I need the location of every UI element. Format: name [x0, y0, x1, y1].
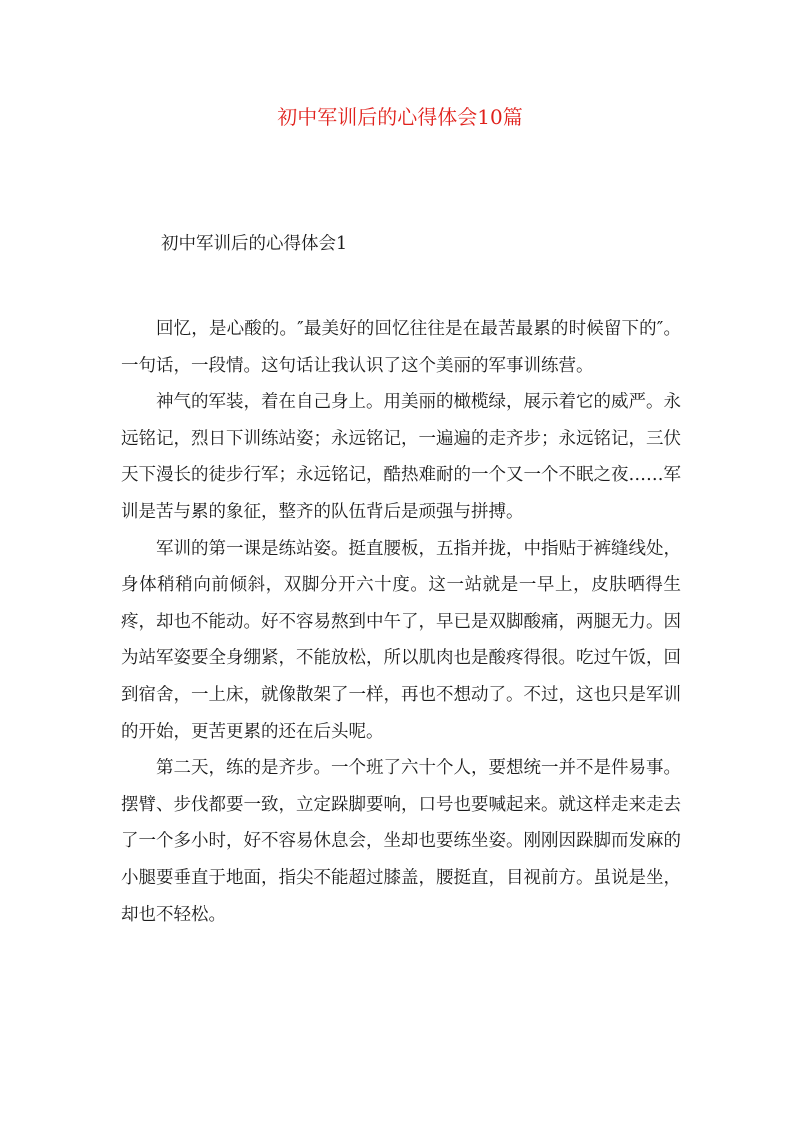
paragraph-2: 神气的军装，着在自己身上。用美丽的橄榄绿，展示着它的威严。永远铭记，烈日下训练站姿；永远铭记，一遍遍的走齐步；永远铭记，三伏天下漫长的徒步行军；永远铭记，酷热难耐的一个又一个不眠之夜……军训是苦与累的象征，整齐的队伍背后是顽强与拼搏。 — [121, 392, 681, 522]
paragraph-4: 第二天，练的是齐步。一个班了六十个人，要想统一并不是件易事。摆臂、步伐都要一致，立定跺脚要响，口号也要喊起来。就这样走来走去了一个多小时，好不容易休息会，坐却也要练坐姿。刚刚因跺脚而发麻的小腿要垂直于地面，指尖不能超过膝盖，腰挺直，目视前方。虽说是坐，却也不轻松。 — [121, 758, 681, 925]
body-text — [121, 311, 681, 933]
section-heading: 初中军训后的心得体会1 — [161, 234, 348, 254]
paragraph-1: 回忆，是心酸的。″最美好的回忆往往是在最苦最累的时候留下的″。一句话，一段情。这句话让我认识了这个美丽的军事训练营。 — [121, 319, 681, 376]
document-title: 初中军训后的心得体会10篇 — [277, 105, 523, 129]
paragraph-3: 军训的第一课是练站姿。挺直腰板，五指并拢，中指贴于裤缝线处，身体稍稍向前倾斜，双脚分开六十度。这一站就是一早上，皮肤晒得生疼，却也不能动。好不容易熬到中午了，早已是双脚酸痛，两腿无力。因为站军姿要全身绷紧，不能放松，所以肌肉也是酸疼得很。吃过午饭，回到宿舍，一上床，就像散架了一样，再也不想动了。不过，这也只是军训的开始，更苦更累的还在后头呢。 — [121, 538, 681, 742]
